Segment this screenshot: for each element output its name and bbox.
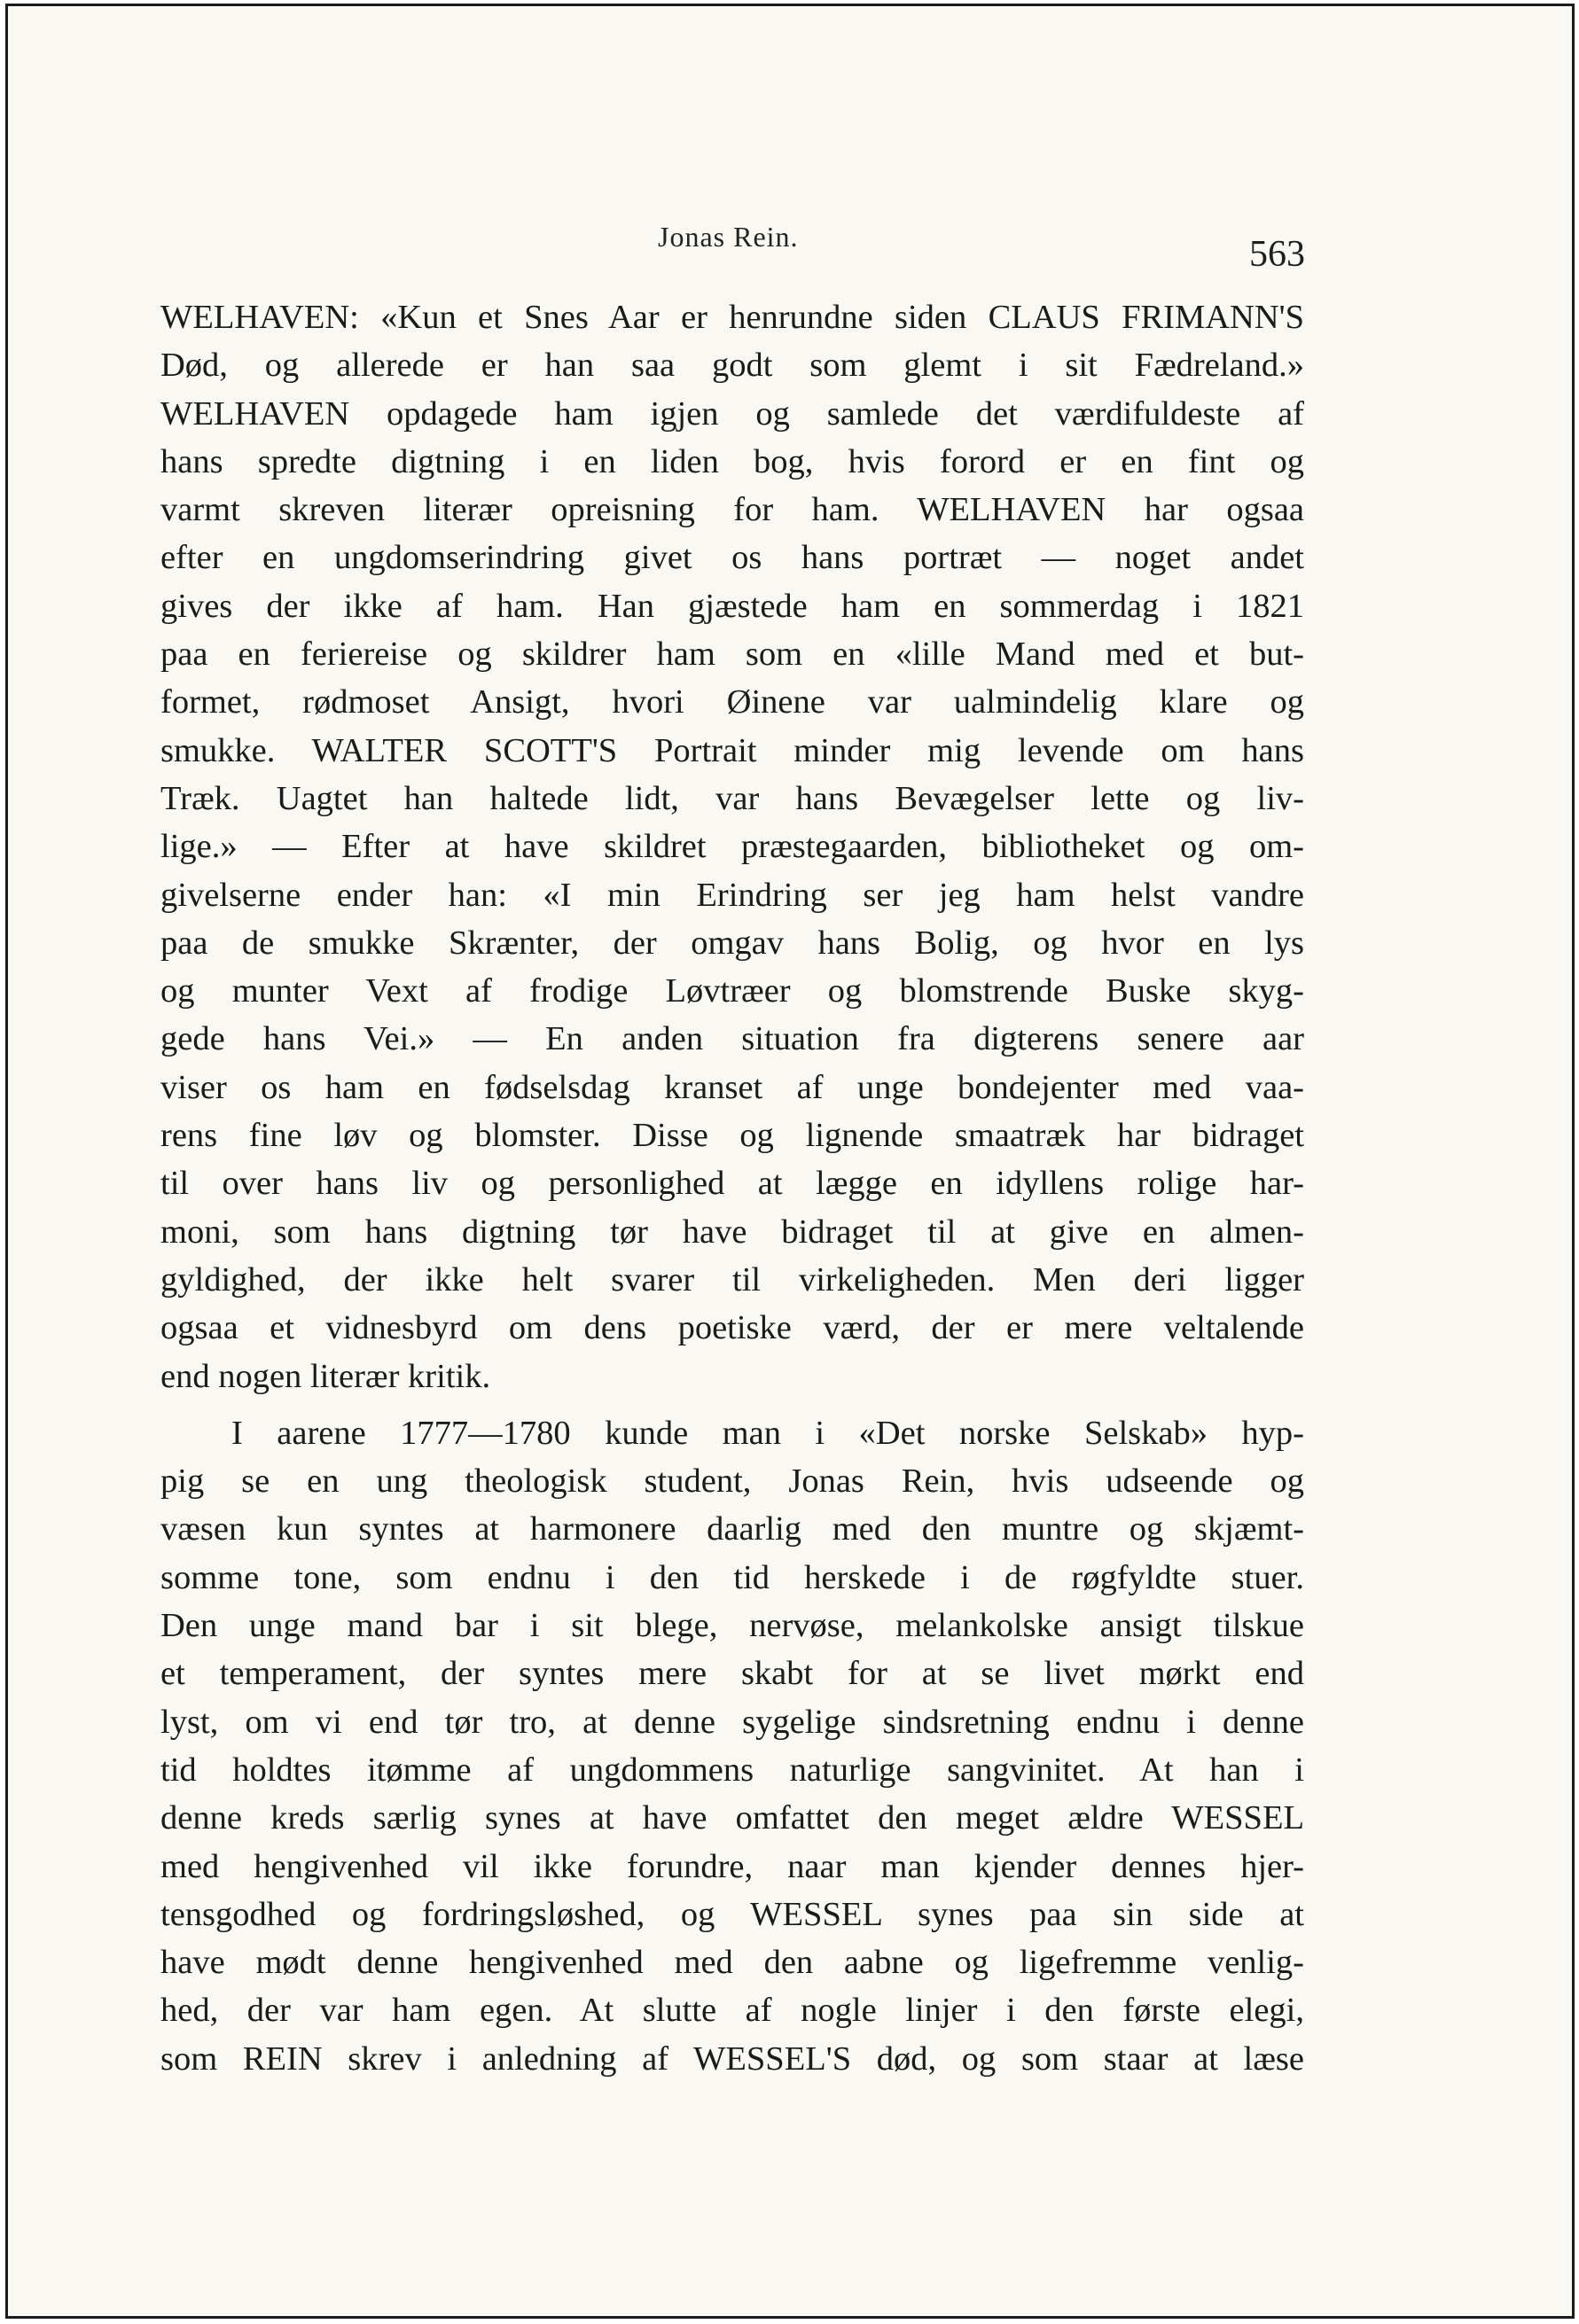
text-line: lyst, om vi end tør tro, at denne sygelige sindsretning endnu i denne (160, 1703, 1304, 1741)
text-line: lige.» — Efter at have skildret præstegaarden, bibliotheket og om- (160, 828, 1304, 866)
text-line: gives der ikke af ham. Han gjæstede ham en sommerdag i 1821 (160, 587, 1304, 625)
text-line: formet, rødmoset Ansigt, hvori Øinene var ualmindelig klare og (160, 683, 1304, 721)
text-line: somme tone, som endnu i den tid herskede i de røgfyldte stuer. (160, 1558, 1304, 1596)
text-line: med hengivenhed vil ikke forundre, naar man kjender dennes hjer- (160, 1847, 1304, 1885)
text-line: WELHAVEN opdagede ham igjen og samlede det værdifuldeste af (160, 394, 1304, 433)
book-page (5, 4, 1575, 2319)
text-line: væsen kun syntes at harmonere daarlig med den muntre og skjæmt- (160, 1510, 1304, 1548)
text-line: paa de smukke Skrænter, der omgav hans Bolig, og hvor en lys (160, 924, 1304, 962)
text-line: rens fine løv og blomster. Disse og lignende smaatræk har bidraget (160, 1117, 1304, 1155)
text-line: I aarene 1777—1780 kunde man i «Det norske Selskab» hyp- (231, 1414, 1304, 1452)
text-line: Død, og allerede er han saa godt som glemt i sit Fædreland.» (160, 347, 1304, 385)
text-line: efter en ungdomserindring givet os hans portræt — noget andet (160, 539, 1304, 577)
text-line: moni, som hans digtning tør have bidraget til at give en almen- (160, 1213, 1304, 1251)
text-line: tid holdtes itømme af ungdommens naturlige sangvinitet. At han i (160, 1751, 1304, 1789)
text-line: smukke. WALTER SCOTT'S Portrait minder mig levende om hans (160, 731, 1304, 769)
text-line: denne kreds særlig synes at have omfattet den meget ældre WESSEL (160, 1799, 1304, 1837)
text-line: gede hans Vei.» — En anden situation fra digterens senere aar (160, 1020, 1304, 1058)
text-line: varmt skreven literær opreisning for ham. WELHAVEN har ogsaa (160, 491, 1304, 529)
text-line: til over hans liv og personlighed at lægge en idyllens rolige har- (160, 1165, 1304, 1203)
running-head: Jonas Rein. (658, 221, 799, 253)
text-line: givelserne ender han: «I min Erindring ser jeg ham helst vandre (160, 876, 1304, 914)
text-line: WELHAVEN: «Kun et Snes Aar er henrundne siden CLAUS FRIMANN'S (160, 299, 1304, 336)
text-line: tensgodhed og fordringsløshed, og WESSEL synes paa sin side at (160, 1895, 1304, 1933)
body-text (160, 293, 1304, 2083)
paragraph-gap (160, 1400, 1304, 1409)
text-line: hed, der var ham egen. At slutte af nogle linjer i den første elegi, (160, 1992, 1304, 2030)
text-line: et temperament, der syntes mere skabt for at se livet mørkt end (160, 1655, 1304, 1693)
paragraph (160, 293, 1304, 1400)
text-line: end nogen literær kritik. (160, 1357, 491, 1395)
text-line: viser os ham en fødselsdag kranset af unge bondejenter med vaa- (160, 1068, 1304, 1106)
text-line: Den unge mand bar i sit blege, nervøse, melankolske ansigt tilskue (160, 1607, 1304, 1645)
text-line: paa en feriereise og skildrer ham som en «lille Mand med et but- (160, 636, 1304, 674)
text-line: ogsaa et vidnesbyrd om dens poetiske værd, der er mere veltalende (160, 1309, 1304, 1347)
text-line: have mødt denne hengivenhed med den aabne og ligefremme venlig- (160, 1944, 1304, 1982)
text-line: pig se en ung theologisk student, Jonas Rein, hvis udseende og (160, 1462, 1304, 1501)
page-header (8, 217, 1572, 275)
text-line: og munter Vext af frodige Løvtræer og blomstrende Buske skyg- (160, 972, 1304, 1010)
paragraph (160, 1409, 1304, 2083)
text-line: Træk. Uagtet han haltede lidt, var hans Bevægelser lette og liv- (160, 779, 1304, 817)
text-line: som REIN skrev i anledning af WESSEL'S død, og som staar at læse (160, 2039, 1304, 2078)
text-line: gyldighed, der ikke helt svarer til virkeligheden. Men deri ligger (160, 1260, 1304, 1298)
text-line: hans spredte digtning i en liden bog, hvis forord er en fint og (160, 442, 1304, 480)
page-number: 563 (1249, 234, 1305, 275)
